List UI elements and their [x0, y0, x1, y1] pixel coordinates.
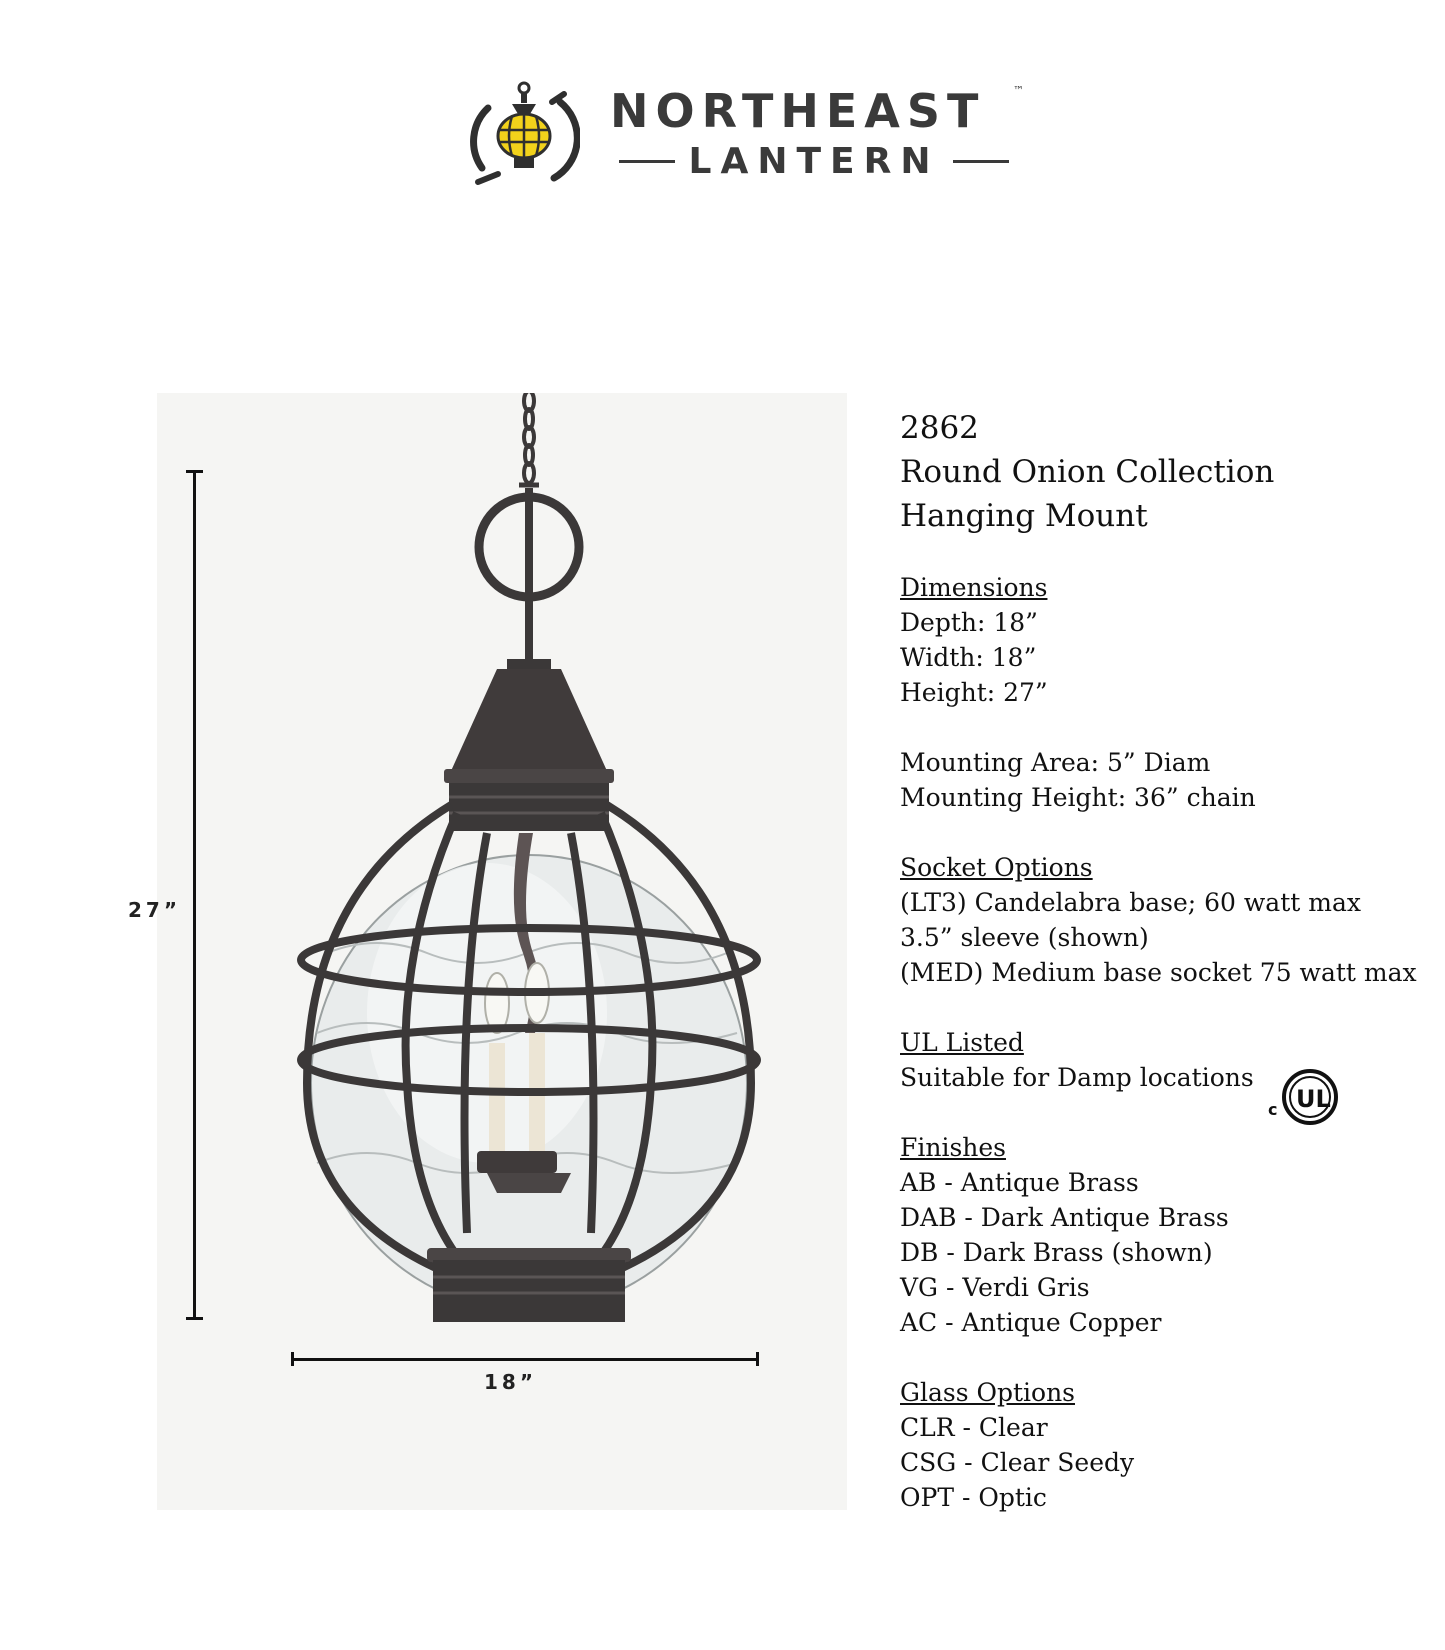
finish-item: DAB - Dark Antique Brass [900, 1203, 1229, 1232]
width-dimension-cap-right [756, 1352, 759, 1366]
finish-item: VG - Verdi Gris [900, 1273, 1090, 1302]
finishes-heading: Finishes [900, 1133, 1006, 1162]
mounting-area: Mounting Area: 5” Diam [900, 748, 1211, 777]
brand-name-lantern: LANTERN [688, 140, 940, 182]
mounting-height: Mounting Height: 36” chain [900, 783, 1256, 812]
finishes-section [900, 1130, 1420, 1340]
lantern-logo-icon [468, 78, 580, 190]
width-dimension-line [291, 1358, 758, 1361]
height-dimension-line [193, 471, 196, 1319]
glass-option-item: OPT - Optic [900, 1483, 1047, 1512]
mount-type: Hanging Mount [900, 498, 1148, 534]
northeast-lantern-logo [468, 78, 1028, 190]
height-dimension-label: 27” [128, 898, 181, 922]
glass-option-item: CSG - Clear Seedy [900, 1448, 1135, 1477]
brand-rule-right [953, 160, 1009, 163]
model-number: 2862 [900, 410, 979, 446]
mounting-section [900, 745, 1420, 815]
ul-mark-c: c [1268, 1100, 1278, 1119]
ul-heading: UL Listed [900, 1028, 1024, 1057]
finish-item: DB - Dark Brass (shown) [900, 1238, 1213, 1267]
hanging-lantern-image [157, 393, 847, 1510]
height-value: Height: 27” [900, 678, 1048, 707]
product-specs [900, 406, 1420, 1515]
ul-damp-locations: Suitable for Damp locations [900, 1063, 1254, 1092]
finish-item: AC - Antique Copper [900, 1308, 1162, 1337]
dimensions-section [900, 570, 1420, 710]
socket-option-line: (LT3) Candelabra base; 60 watt max [900, 888, 1361, 917]
height-dimension-cap-bottom [186, 1317, 203, 1320]
collection-name: Round Onion Collection [900, 454, 1275, 490]
trademark-symbol: ™ [1013, 84, 1024, 97]
socket-option-line: (MED) Medium base socket 75 watt max [900, 958, 1417, 987]
width-dimension-label: 18” [484, 1370, 537, 1394]
cul-certification-icon [1266, 1065, 1342, 1125]
depth-value: Depth: 18” [900, 608, 1038, 637]
socket-options-section [900, 850, 1420, 990]
glass-options-section [900, 1375, 1420, 1515]
brand-name-line2 [610, 138, 1018, 184]
dimensions-heading: Dimensions [900, 573, 1048, 602]
brand-name-line1: NORTHEAST [610, 84, 986, 138]
width-value: Width: 18” [900, 643, 1037, 672]
ul-mark-letters: UL [1296, 1085, 1331, 1113]
glass-option-item: CLR - Clear [900, 1413, 1048, 1442]
socket-options-heading: Socket Options [900, 853, 1093, 882]
product-photo [157, 393, 847, 1510]
brand-rule-left [619, 160, 675, 163]
finish-item: AB - Antique Brass [900, 1168, 1139, 1197]
socket-option-line: 3.5” sleeve (shown) [900, 923, 1149, 952]
glass-options-heading: Glass Options [900, 1378, 1075, 1407]
ul-section [900, 1025, 1420, 1095]
